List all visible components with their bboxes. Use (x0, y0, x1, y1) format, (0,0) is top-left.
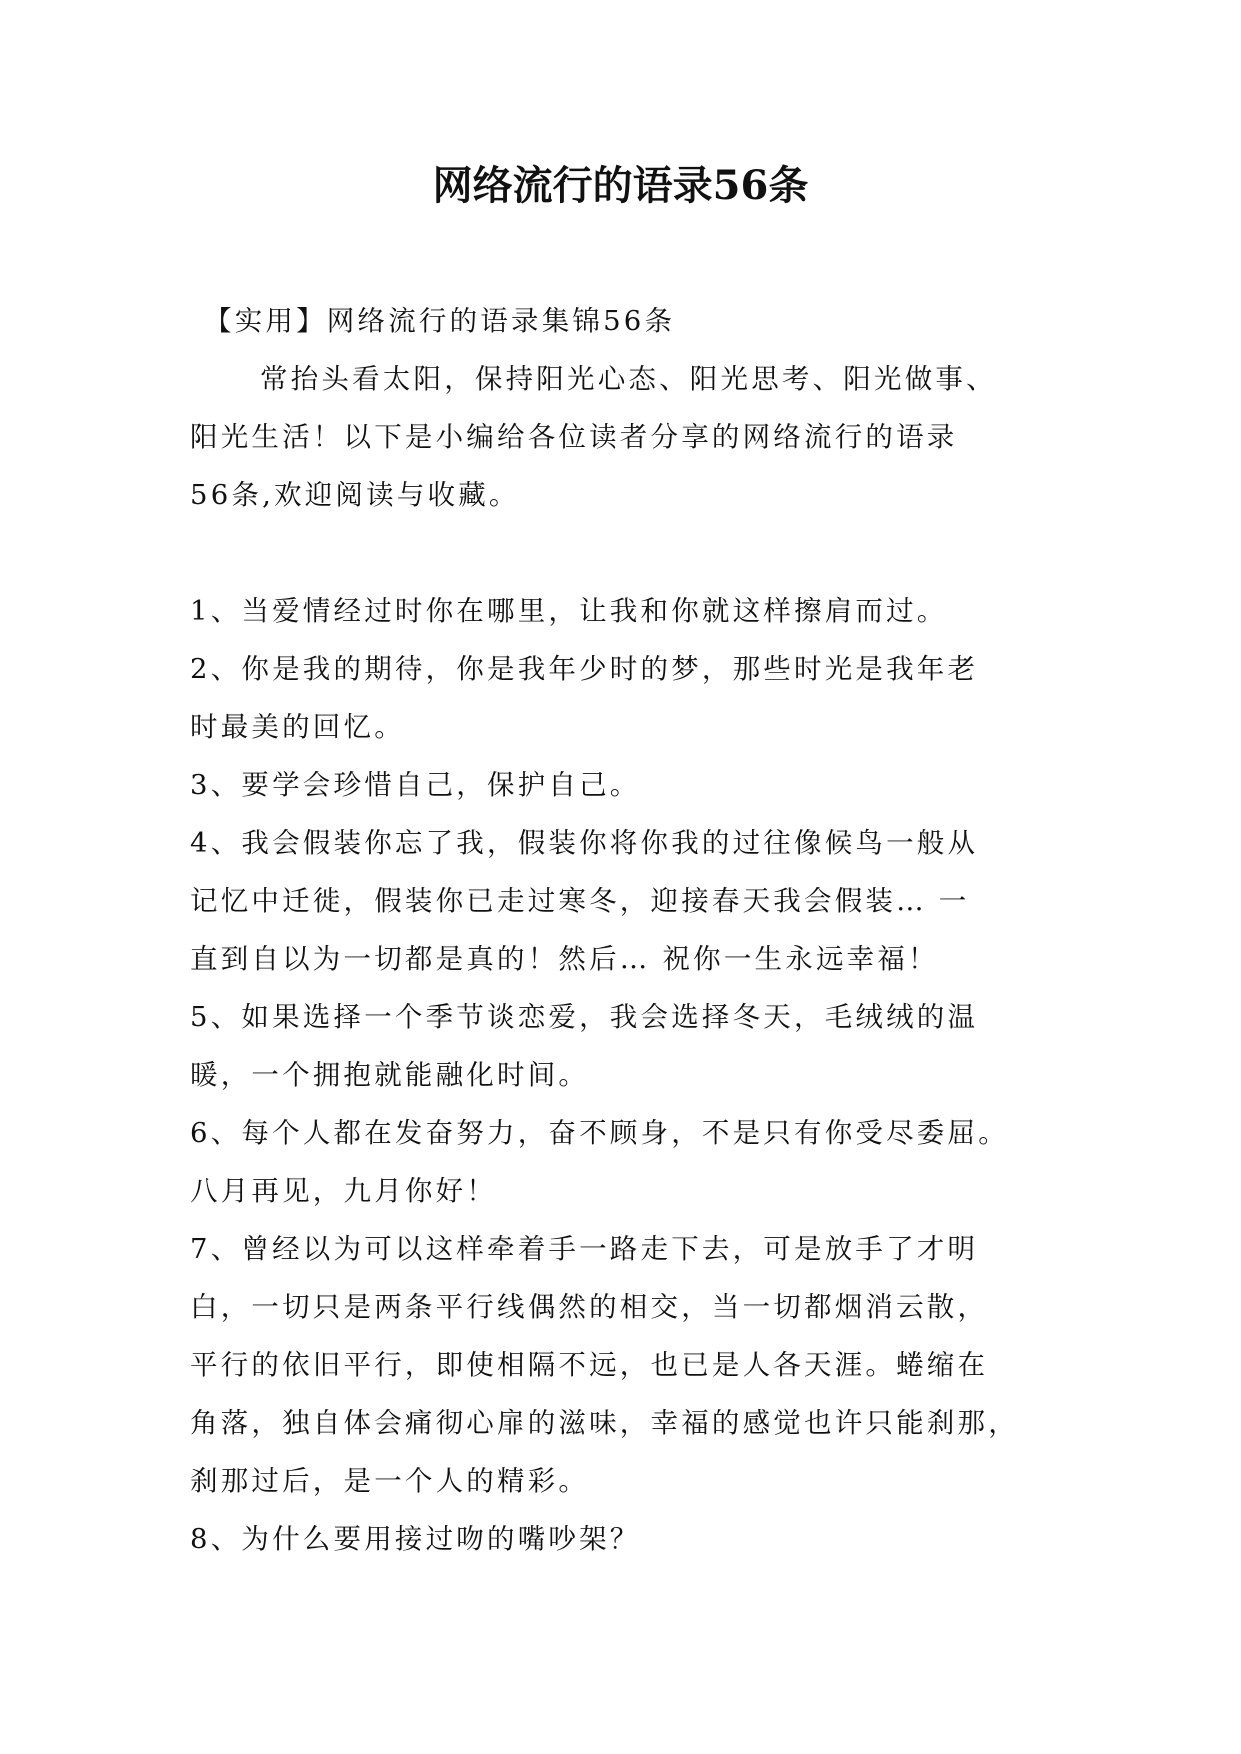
quote-line: 时最美的回忆。 (190, 711, 405, 743)
quote-line: 8、为什么要用接过吻的嘴吵架？ (190, 1523, 641, 1555)
intro-line: 常抬头看太阳，保持阳光心态、阳光思考、阳光做事、 (260, 363, 997, 395)
quote-line: 直到自以为一切都是真的！然后… 祝你一生永远幸福！ (190, 943, 939, 975)
intro-line: 阳光生活！以下是小编给各位读者分享的网络流行的语录 (190, 421, 958, 453)
subtitle-line: 【实用】网络流行的语录集锦56条 (204, 305, 676, 337)
quote-line: 白，一切只是两条平行线偶然的相交，当一切都烟消云散， (190, 1291, 989, 1323)
page-title: 网络流行的语录56条 (432, 162, 809, 209)
quote-line: 3、要学会珍惜自己，保护自己。 (190, 769, 641, 801)
quote-line: 八月再见，九月你好！ (190, 1175, 497, 1207)
quote-line: 刹那过后，是一个人的精彩。 (190, 1465, 590, 1497)
quote-line: 1、当爱情经过时你在哪里，让我和你就这样擦肩而过。 (190, 595, 948, 627)
quote-line: 2、你是我的期待，你是我年少时的梦，那些时光是我年老 (190, 653, 979, 685)
quote-line: 7、曾经以为可以这样牵着手一路走下去，可是放手了才明 (190, 1233, 979, 1265)
document-body (190, 292, 1060, 1568)
quote-line: 角落，独自体会痛彻心扉的滋味，幸福的感觉也许只能刹那， (190, 1407, 1019, 1439)
quote-line: 记忆中迁徙，假装你已走过寒冬，迎接春天我会假装… 一 (190, 885, 970, 917)
quote-line: 6、每个人都在发奋努力，奋不顾身，不是只有你受尽委屈。 (190, 1117, 1009, 1149)
quote-line: 4、我会假装你忘了我，假装你将你我的过往像候鸟一般从 (190, 827, 979, 859)
paragraph-gap (190, 524, 1060, 582)
quote-line: 5、如果选择一个季节谈恋爱，我会选择冬天，毛绒绒的温 (190, 1001, 979, 1033)
quote-line: 暖，一个拥抱就能融化时间。 (190, 1059, 590, 1091)
intro-line: 56条,欢迎阅读与收藏。 (190, 479, 520, 511)
quote-line: 平行的依旧平行，即使相隔不远，也已是人各天涯。蜷缩在 (190, 1349, 989, 1381)
